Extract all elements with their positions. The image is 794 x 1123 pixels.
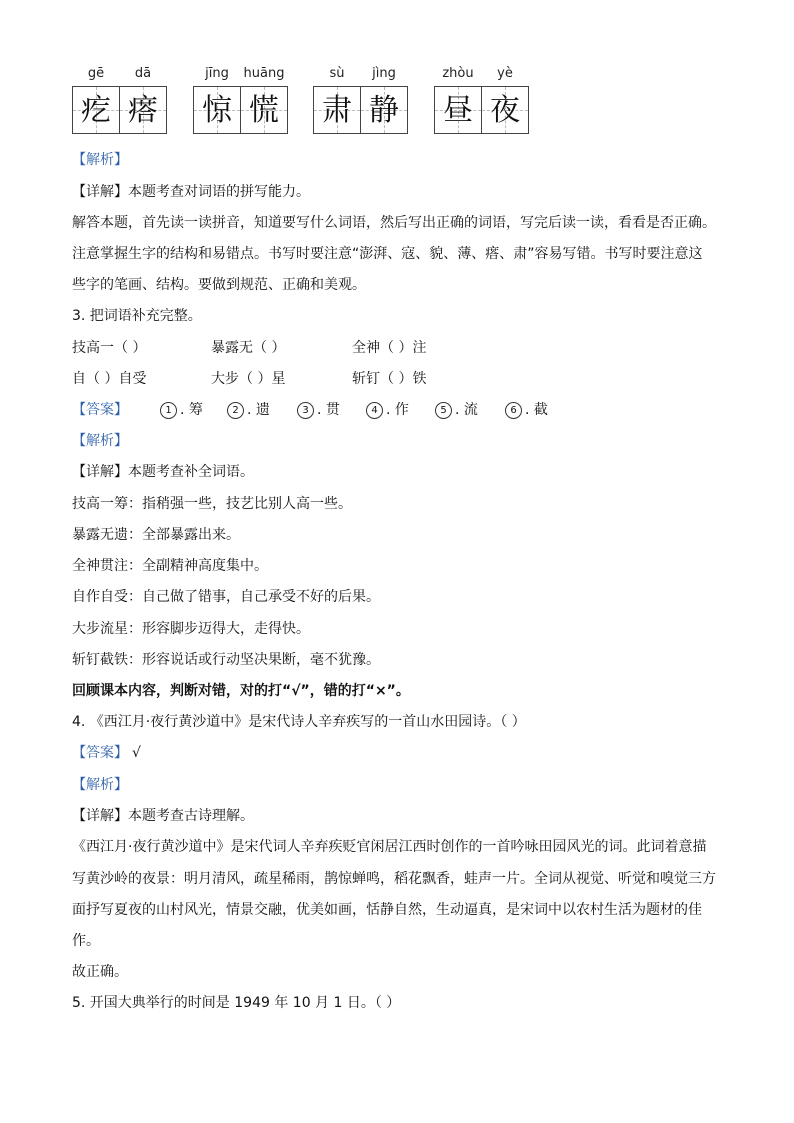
- circled-number: 1: [160, 402, 177, 419]
- pinyin: zhòu: [442, 66, 474, 81]
- hanzi: 慌: [249, 93, 279, 128]
- fill-item: 暴露无（ ）: [211, 340, 286, 356]
- circled-number: 5: [435, 402, 452, 419]
- question-title: 4. 《西江月·夜行黄沙道中》是宋代诗人辛弃疾写的一首山水田园诗。（ ）: [72, 714, 526, 730]
- paragraph: 《西江月·夜行黄沙道中》是宋代词人辛弃疾贬官闲居江西时创作的一首吟咏田园风光的词。此词着意描: [72, 839, 707, 855]
- answer-label: 【答案】: [72, 745, 128, 761]
- answer-text: . 贯: [317, 402, 340, 418]
- hanzi: 静: [369, 93, 399, 128]
- pinyin: sù: [329, 66, 345, 81]
- answer-item: [366, 400, 409, 420]
- pinyin: jìng: [372, 66, 396, 81]
- answer-text: . 流: [455, 402, 478, 418]
- pinyin: dā: [134, 66, 152, 81]
- fill-item: 大步（ ）星: [211, 371, 286, 387]
- paragraph: 写黄沙岭的夜景：明月清风，疏星稀雨，鹊惊蝉鸣，稻花飘香，蛙声一片。全词从视觉、听觉和嗅觉三方: [72, 871, 716, 887]
- fill-item: 斩钉（ ）铁: [352, 371, 427, 387]
- explanation: 斩钉截铁：形容说话或行动坚决果断，毫不犹豫。: [72, 652, 380, 668]
- fill-item: 全神（ ）注: [352, 340, 427, 356]
- explanation: 大步流星：形容脚步迈得大，走得快。: [72, 621, 310, 637]
- paragraph: 些字的笔画、结构。要做到规范、正确和美观。: [72, 277, 366, 293]
- answer-text: . 作: [386, 402, 409, 418]
- answer-text: . 截: [525, 402, 548, 418]
- answer-item: [505, 400, 548, 420]
- circled-number: 4: [366, 402, 383, 419]
- xiangjie-line: 【详解】本题考查补全词语。: [72, 464, 254, 480]
- jiexi-label: 【解析】: [72, 777, 128, 793]
- explanation: 技高一筹：指稍强一些，技艺比别人高一些。: [72, 496, 352, 512]
- jiexi-label: 【解析】: [72, 433, 128, 449]
- question-title: 3. 把词语补充完整。: [72, 308, 202, 324]
- fill-item: 技高一（ ）: [72, 340, 147, 356]
- answer-text: √: [132, 745, 141, 761]
- hanzi: 肃: [322, 93, 352, 128]
- tianzige-grid: [434, 86, 528, 134]
- conclusion: 故正确。: [72, 964, 128, 980]
- answer-item: [435, 400, 478, 420]
- circled-number: 3: [297, 402, 314, 419]
- circled-number: 2: [227, 402, 244, 419]
- section-heading: 回顾课本内容，判断对错，对的打“√”，错的打“×”。: [72, 683, 410, 699]
- hanzi: 夜: [490, 93, 520, 128]
- explanation: 自作自受：自己做了错事，自己承受不好的后果。: [72, 589, 380, 605]
- tianzige-grid: [313, 86, 407, 134]
- pinyin: yè: [497, 66, 513, 81]
- explanation: 暴露无遗：全部暴露出来。: [72, 527, 240, 543]
- pinyin: gē: [87, 66, 105, 81]
- paragraph: 解答本题，首先读一读拼音，知道要写什么词语，然后写出正确的词语，写完后读一读，看看是否正确。: [72, 215, 716, 231]
- answer-text: . 遗: [247, 402, 270, 418]
- fill-item: 自（ ）自受: [72, 371, 147, 387]
- question-title: 5. 开国大典举行的时间是 1949 年 10 月 1 日。（ ）: [72, 995, 401, 1011]
- answer-item: [227, 400, 270, 420]
- hanzi: 昼: [443, 93, 473, 128]
- xiangjie-line: 【详解】本题考查对词语的拼写能力。: [72, 184, 310, 200]
- hanzi: 惊: [202, 93, 232, 128]
- jiexi-label: 【解析】: [72, 152, 128, 168]
- answer-item: [297, 400, 340, 420]
- hanzi: 瘩: [128, 93, 158, 128]
- pinyin: jīng: [205, 66, 229, 81]
- tianzige-grid: [193, 86, 287, 134]
- paragraph: 作。: [72, 933, 100, 949]
- paragraph: 注意掌握生字的结构和易错点。书写时要注意“澎湃、寇、貌、薄、瘩、肃”容易写错。书写时要注意这: [72, 246, 703, 262]
- tianzige-grid: [72, 86, 166, 134]
- answer-item: [160, 400, 203, 420]
- paragraph: 面抒写夏夜的山村风光，情景交融，优美如画，恬静自然，生动逼真，是宋词中以农村生活为题材的佳: [72, 902, 702, 918]
- pinyin: huāng: [243, 66, 285, 81]
- circled-number: 6: [505, 402, 522, 419]
- xiangjie-line: 【详解】本题考查古诗理解。: [72, 808, 254, 824]
- answer-text: . 筹: [180, 402, 203, 418]
- hanzi: 疙: [81, 93, 111, 128]
- answer-label: 【答案】: [72, 402, 128, 418]
- explanation: 全神贯注：全副精神高度集中。: [72, 558, 268, 574]
